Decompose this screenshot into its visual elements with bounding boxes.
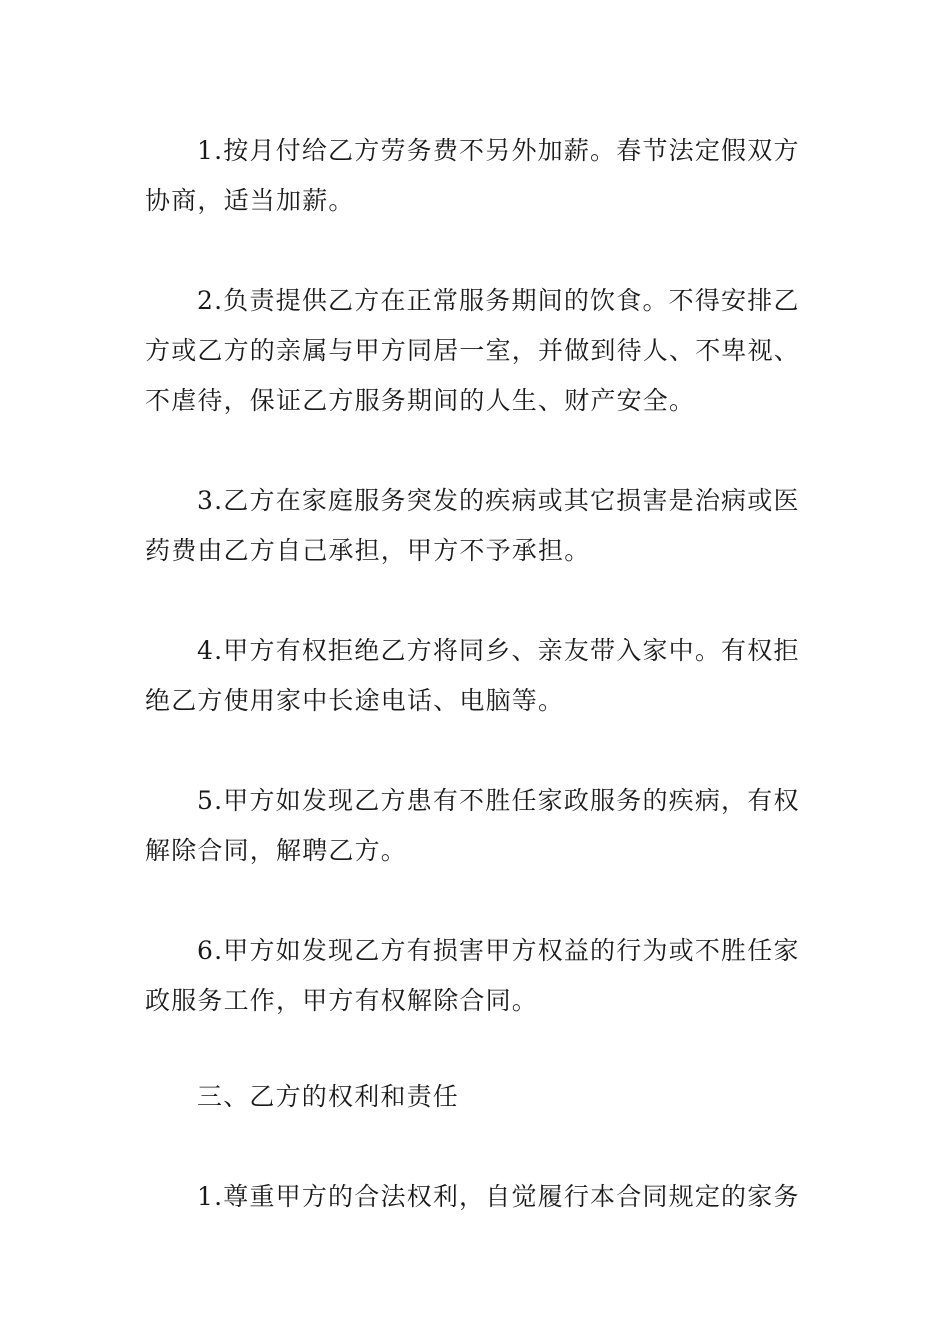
clause-paragraph-6: 6.甲方如发现乙方有损害甲方权益的行为或不胜任家政服务工作，甲方有权解除合同。 [145, 936, 800, 1015]
section-clause-paragraph-1: 1.尊重甲方的合法权利，自觉履行本合同规定的家务 [197, 1182, 800, 1211]
section-heading: 三、乙方的权利和责任 [197, 1082, 460, 1111]
clause-paragraph-2: 2.负责提供乙方在正常服务期间的饮食。不得安排乙方或乙方的亲属与甲方同居一室，并做到待人、不卑视、不虐待，保证乙方服务期间的人生、财产安全。 [145, 286, 801, 415]
clause-paragraph-3: 3.乙方在家庭服务突发的疾病或其它损害是治病或医药费由乙方自己承担，甲方不予承担。 [145, 486, 800, 565]
clause-paragraph-4: 4.甲方有权拒绝乙方将同乡、亲友带入家中。有权拒绝乙方使用家中长途电话、电脑等。 [145, 636, 800, 715]
clause-paragraph-5: 5.甲方如发现乙方患有不胜任家政服务的疾病，有权解除合同，解聘乙方。 [145, 786, 800, 865]
clause-paragraph-1: 1.按月付给乙方劳务费不另外加薪。春节法定假双方协商，适当加薪。 [145, 136, 800, 215]
